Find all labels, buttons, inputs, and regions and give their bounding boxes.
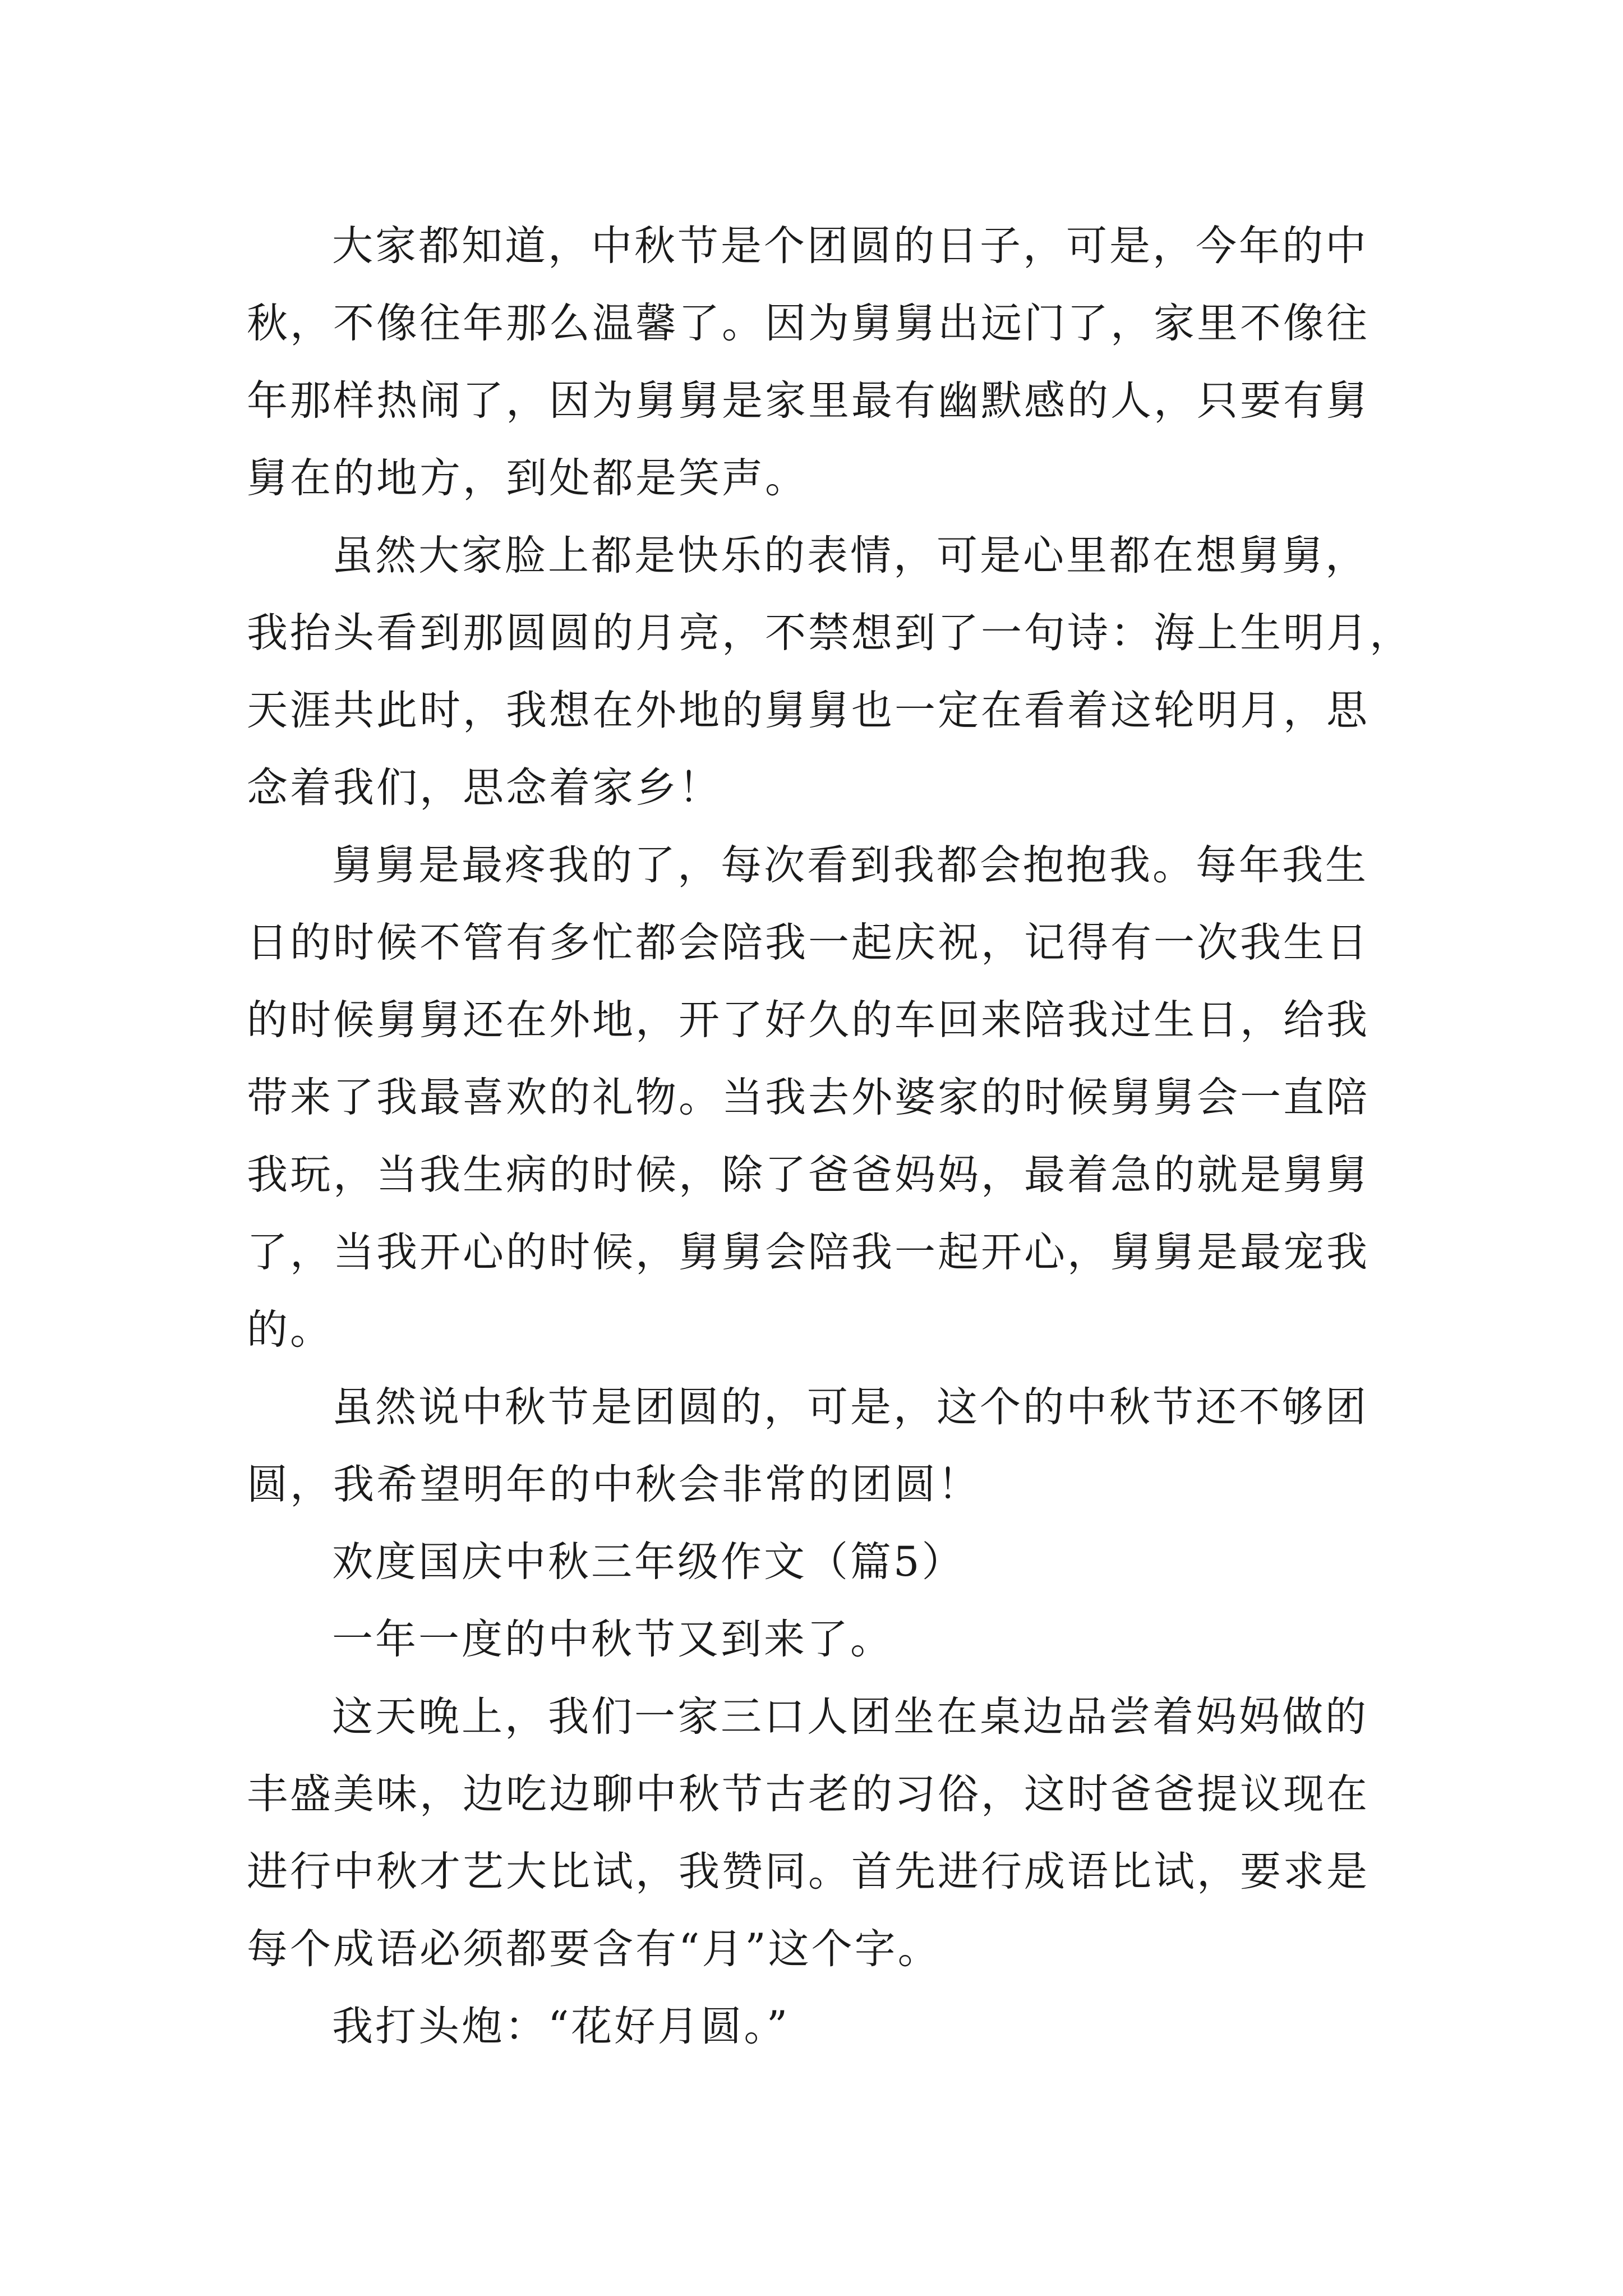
text-line: 进行中秋才艺大比试，我赞同。首先进行成语比试，要求是 <box>247 1848 1370 1895</box>
paragraph-3 <box>247 827 1380 1369</box>
paragraph-7 <box>247 1988 1380 2065</box>
text-line: 丰盛美味，边吃边聊中秋节古老的习俗，这时爸爸提议现在 <box>247 1770 1370 1818</box>
text-line: 日的时候不管有多忙都会陪我一起庆祝，记得有一次我生日 <box>247 919 1370 967</box>
text-line: 秋，不像往年那么温馨了。因为舅舅出远门了，家里不像往 <box>247 300 1370 347</box>
text-line: 圆，我希望明年的中秋会非常的团圆！ <box>247 1461 981 1508</box>
section-heading <box>247 1524 1380 1601</box>
text-line: 带来了我最喜欢的礼物。当我去外婆家的时候舅舅会一直陪 <box>247 1074 1370 1121</box>
paragraph-5 <box>247 1601 1380 1678</box>
heading-line: 欢度国庆中秋三年级作文（篇5） <box>332 1538 965 1586</box>
text-line: 了，当我开心的时候，舅舅会陪我一起开心，舅舅是最宠我 <box>247 1228 1370 1276</box>
text-line: 舅在的地方，到处都是笑声。 <box>247 454 808 502</box>
text-line: 虽然大家脸上都是快乐的表情，可是心里都在想舅舅， <box>332 532 1368 579</box>
text-line: 舅舅是最疼我的了，每次看到我都会抱抱我。每年我生 <box>332 841 1368 889</box>
text-line: 我抬头看到那圆圆的月亮，不禁想到了一句诗：海上生明月， <box>247 609 1413 657</box>
text-line: 一年一度的中秋节又到来了。 <box>332 1616 893 1663</box>
text-line: 年那样热闹了，因为舅舅是家里最有幽默感的人，只要有舅 <box>247 377 1370 425</box>
text-line: 的时候舅舅还在外地，开了好久的车回来陪我过生日，给我 <box>247 996 1370 1044</box>
text-line: 念着我们，思念着家乡！ <box>247 764 722 812</box>
paragraph-2 <box>247 517 1413 827</box>
text-line: 的。 <box>247 1306 333 1354</box>
text-line: 天涯共此时，我想在外地的舅舅也一定在看着这轮明月，思 <box>247 687 1370 734</box>
paragraph-6 <box>247 1678 1380 1988</box>
document-body <box>247 208 1413 2065</box>
text-line: 我玩，当我生病的时候，除了爸爸妈妈，最着急的就是舅舅 <box>247 1151 1370 1199</box>
text-line: 虽然说中秋节是团圆的，可是，这个的中秋节还不够团 <box>332 1383 1368 1431</box>
text-line: 大家都知道，中秋节是个团圆的日子，可是，今年的中 <box>332 222 1368 270</box>
paragraph-1 <box>247 208 1380 517</box>
text-line: 我打头炮：“花好月圆。” <box>332 2003 790 2050</box>
text-line: 每个成语必须都要含有“月”这个字。 <box>247 1925 941 1973</box>
paragraph-4 <box>247 1369 1380 1524</box>
text-line: 这天晚上，我们一家三口人团坐在桌边品尝着妈妈做的 <box>332 1693 1368 1741</box>
